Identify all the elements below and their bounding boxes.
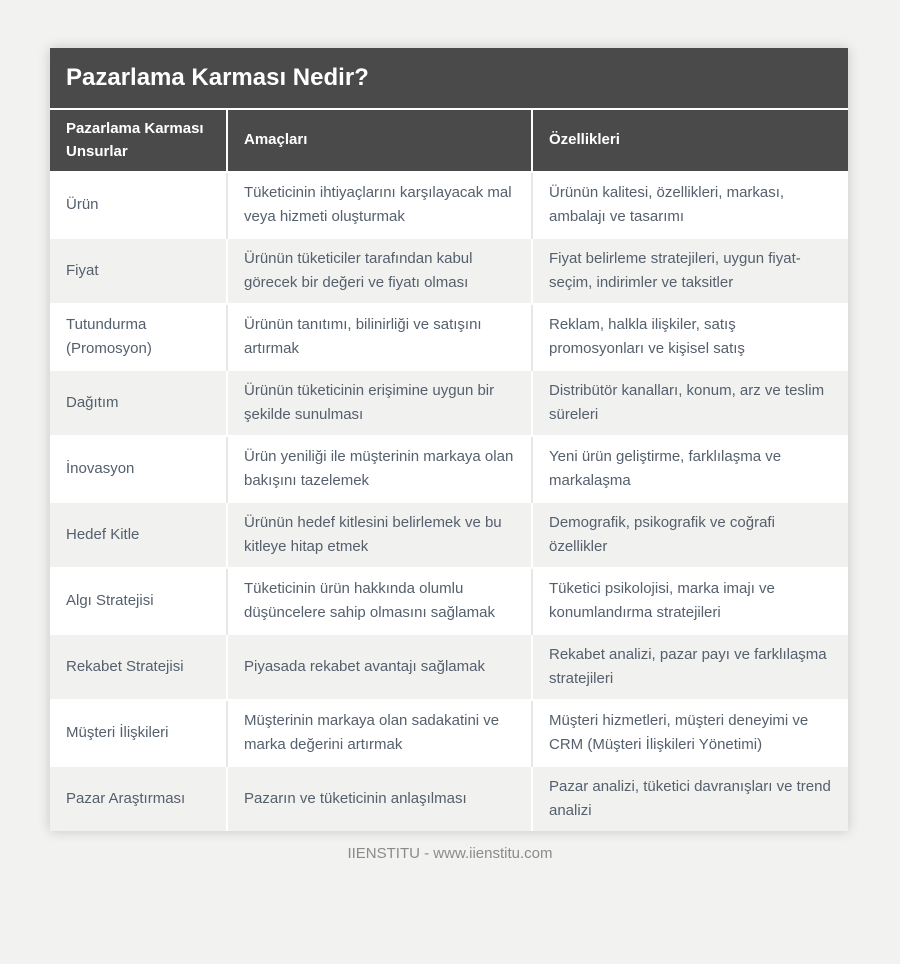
table-row xyxy=(50,304,848,370)
footer-credit: IIENSTITU - www.iienstitu.com xyxy=(347,845,553,862)
page-title: Pazarlama Karması Nedir? xyxy=(50,48,848,110)
table-row xyxy=(50,502,848,568)
cell-element: Tutundurma (Promosyon) xyxy=(66,316,152,357)
cell-element: Pazar Araştırması xyxy=(66,790,186,807)
table-row xyxy=(50,370,848,436)
cell-element: Hedef Kitle xyxy=(66,526,140,543)
cell-element: Dağıtım xyxy=(66,394,119,411)
cell-element: Fiyat xyxy=(66,262,99,279)
cell-element: Algı Stratejisi xyxy=(66,592,154,609)
column-header-unsurlar: Pazarlama Karması Unsurlar xyxy=(50,110,227,172)
table-row xyxy=(50,766,848,831)
cell-purpose: Tüketicinin ürün hakkında olumlu düşüncelere sahip olmasını sağlamak xyxy=(227,568,532,634)
column-header-ozellikleri: Özellikleri xyxy=(532,110,848,172)
cell-element: Ürün xyxy=(66,196,99,213)
table-row xyxy=(50,172,848,238)
table-header-row xyxy=(50,110,848,172)
cell-features: Fiyat belirleme stratejileri, uygun fiyat-seçim, indirimler ve taksitler xyxy=(532,238,848,304)
cell-features: Demografik, psikografik ve coğrafi özellikler xyxy=(532,502,848,568)
cell-features: Pazar analizi, tüketici davranışları ve trend analizi xyxy=(532,766,848,831)
table-row xyxy=(50,238,848,304)
cell-purpose: Pazarın ve tüketicinin anlaşılması xyxy=(227,766,532,831)
cell-purpose: Piyasada rekabet avantajı sağlamak xyxy=(227,634,532,700)
table-row xyxy=(50,634,848,700)
cell-purpose: Müşterinin markaya olan sadakatini ve marka değerini artırmak xyxy=(227,700,532,766)
cell-element: Müşteri İlişkileri xyxy=(66,724,169,741)
cell-features: Müşteri hizmetleri, müşteri deneyimi ve CRM (Müşteri İlişkileri Yönetimi) xyxy=(532,700,848,766)
cell-purpose: Tüketicinin ihtiyaçlarını karşılayacak mal veya hizmeti oluşturmak xyxy=(227,172,532,238)
table-row xyxy=(50,568,848,634)
table-row xyxy=(50,436,848,502)
cell-purpose: Ürünün tüketiciler tarafından kabul görecek bir değeri ve fiyatı olması xyxy=(227,238,532,304)
cell-features: Yeni ürün geliştirme, farklılaşma ve markalaşma xyxy=(532,436,848,502)
cell-purpose: Ürünün hedef kitlesini belirlemek ve bu kitleye hitap etmek xyxy=(227,502,532,568)
cell-features: Rekabet analizi, pazar payı ve farklılaşma stratejileri xyxy=(532,634,848,700)
cell-features: Reklam, halkla ilişkiler, satış promosyonları ve kişisel satış xyxy=(532,304,848,370)
cell-purpose: Ürünün tüketicinin erişimine uygun bir şekilde sunulması xyxy=(227,370,532,436)
cell-features: Ürünün kalitesi, özellikleri, markası, ambalajı ve tasarımı xyxy=(532,172,848,238)
marketing-mix-card xyxy=(50,48,848,831)
page-background xyxy=(0,48,900,862)
cell-features: Tüketici psikolojisi, marka imajı ve konumlandırma stratejileri xyxy=(532,568,848,634)
cell-purpose: Ürün yeniliği ile müşterinin markaya olan bakışını tazelemek xyxy=(227,436,532,502)
table-header xyxy=(50,110,848,172)
cell-features: Distribütör kanalları, konum, arz ve teslim süreleri xyxy=(532,370,848,436)
cell-element: İnovasyon xyxy=(66,460,135,477)
table-row xyxy=(50,700,848,766)
cell-purpose: Ürünün tanıtımı, bilinirliği ve satışını artırmak xyxy=(227,304,532,370)
column-header-amaclari: Amaçları xyxy=(227,110,532,172)
marketing-mix-table xyxy=(50,110,848,831)
cell-element: Rekabet Stratejisi xyxy=(66,658,184,675)
table-body xyxy=(50,172,848,831)
